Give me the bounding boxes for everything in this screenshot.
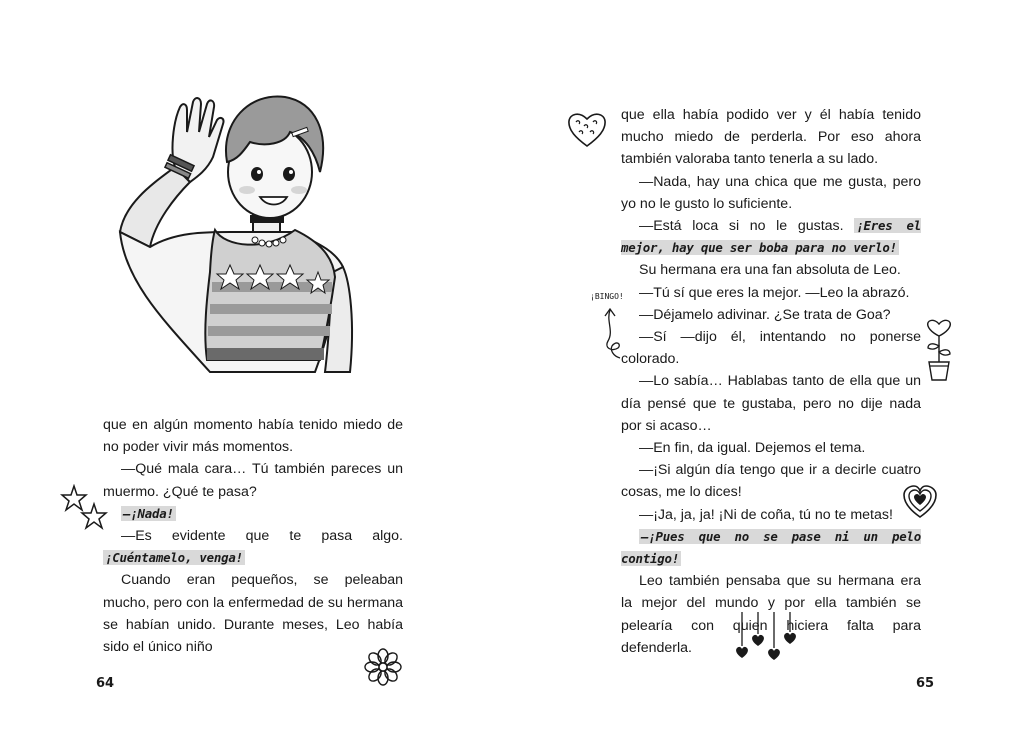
- paragraph: —Es evidente que te pasa algo. ¡Cuéntamelo, venga!: [105, 528, 403, 566]
- left-body-text: [103, 414, 403, 658]
- highlighted-text: ¡Cuéntamelo, venga!: [105, 550, 243, 566]
- paragraph: Leo también pensaba que su hermana era la mejor del mundo y por ella también se pelearía con quien hiciera falta para defenderla.: [621, 573, 921, 656]
- highlighted-text: ¡Eres el mejor, hay que ser boba para no verlo!: [621, 218, 921, 256]
- paragraph: —En fin, da igual. Dejemos el tema.: [639, 440, 866, 457]
- paragraph: —Sí —dijo él, intentando no ponerse colorado.: [621, 329, 921, 368]
- girl-illustration: [115, 82, 370, 387]
- page-number: 64: [96, 676, 115, 691]
- paragraph: que ella había podido ver y él había tenido mucho miedo de perderla. Por eso ahora también valoraba tanto tenerla a su lado.: [621, 107, 921, 168]
- paragraph: que en algún momento había tenido miedo de no poder vivir más momentos.: [103, 417, 403, 456]
- arrow-doodle-icon: [598, 306, 628, 362]
- flower-doodle-icon: [364, 648, 402, 686]
- right-page: [512, 0, 1024, 734]
- paragraph: Cuando eran pequeños, se peleaban mucho, pero con la enfermedad de su hermana se habían unido. Durante meses, Leo había sido el único niño: [103, 572, 403, 656]
- paragraph: [103, 503, 403, 525]
- bingo-label: ¡BINGO!: [590, 292, 624, 301]
- paragraph: —¡Si algún día tengo que ir a decirle cuatro cosas, me lo dices!: [621, 462, 921, 501]
- spiral-heart-icon: [566, 110, 608, 150]
- heart-doodle-icon: [902, 484, 938, 520]
- hanging-hearts-icon: [730, 612, 802, 664]
- paragraph: —Qué mala cara… Tú también pareces un muermo. ¿Qué te pasa?: [103, 461, 403, 500]
- paragraph: —Déjamelo adivinar. ¿Se trata de Goa?: [639, 306, 891, 323]
- paragraph: Su hermana era una fan absoluta de Leo.: [639, 262, 901, 279]
- paragraph: [621, 526, 921, 570]
- star-doodle-icon: [60, 484, 108, 532]
- right-body-text: [621, 104, 921, 659]
- page-number: 65: [916, 676, 935, 691]
- paragraph: —Lo sabía… Hablabas tanto de ella que un día pensé que te gustaba, pero no dije nada por si acaso…: [621, 373, 921, 434]
- highlighted-text: —¡Pues que no se pase ni un pelo contigo!: [621, 528, 921, 567]
- paragraph: —Tú sí que eres la mejor. —Leo la abrazó.: [639, 284, 910, 301]
- paragraph: —Está loca si no le gustas. ¡Eres el mejor, hay que ser boba para no verlo!: [621, 218, 921, 256]
- paragraph: —¡Ja, ja, ja! ¡Ni de coña, tú no te metas!: [639, 506, 893, 523]
- potted-plant-icon: [922, 310, 956, 382]
- highlighted-text: —¡Nada!: [123, 505, 174, 521]
- paragraph: —Nada, hay una chica que me gusta, pero yo no le gusto lo suficiente.: [621, 173, 921, 212]
